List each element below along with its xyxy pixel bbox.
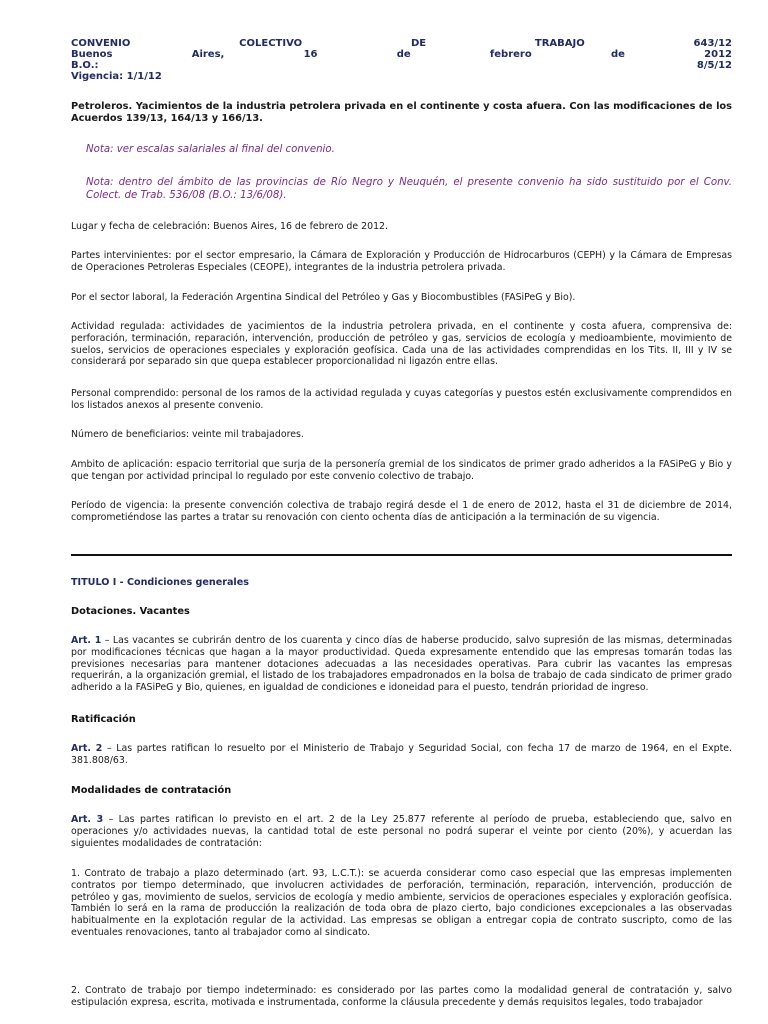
- article-text: – Las vacantes se cubrirán dentro de los cuarenta y cinco días de haberse producido, salvo supresión de las mismas, determinadas por modificaciones técnicas que hagan a la mayor productividad. Queda expresamente entendido que las empresas tomarán todas las previsiones necesarias para mantener dotaciones adecuadas a las necesidades operativas. Para cubrir las vacantes las empresas requerirán, a la organización gremial, el listado de los trabajadores empadronados en la bolsa de trabajo de cada sindicato de primer grado adherido a la FASiPeG y Bio, quienes, en igualdad de condiciones e idoneidad para el puesto, tendrán prioridad de ingreso.: [71, 635, 732, 694]
- list-item-plazo-determinado: 1. Contrato de trabajo a plazo determinado (art. 93, L.C.T.): se acuerda considerar como caso especial que las empresas implementen contratos por tiempo determinado, que involucren actividades de perforación, terminación, reparación, intervención, producción de petróleo y gas, movimiento de suelos, servicios de ecología y medio ambiente, servicios de operaciones especiales y exploración geofísica. También lo será en la rama de producción la realización de toda obra de plazo cierto, bajo condiciones excepcionales a las observadas habitualmente en la explotación regular de la actividad. Las empresas se obligan a entregar copia de contrato suscripto, como de las eventuales renovaciones, tanto al trabajador como al sindicato.: [71, 868, 732, 938]
- paragraph-personal: Personal comprendido: personal de los ramos de la actividad regulada y cuyas categorías y puestos estén exclusivamente comprendidos en los listados anexos al presente convenio.: [71, 388, 732, 411]
- header-word: de: [610, 49, 625, 60]
- section-heading-modalidades: Modalidades de contratación: [71, 785, 232, 796]
- document-title: Petroleros. Yacimientos de la industria petrolera privada en el continente y costa afuera. Con las modificaciones de los Acuerdos 139/13, 164/13 y 166/13.: [71, 101, 732, 124]
- article-2: [71, 743, 732, 767]
- header-word: febrero: [489, 49, 532, 60]
- header-word: TRABAJO: [534, 38, 585, 49]
- paragraph-lugar: Lugar y fecha de celebración: Buenos Aires, 16 de febrero de 2012.: [71, 221, 388, 232]
- header-vigencia: [71, 71, 732, 83]
- header-word: Buenos: [71, 49, 113, 60]
- vigencia-text: Vigencia: 1/1/12: [71, 71, 162, 82]
- article-label: Art. 2: [71, 743, 103, 754]
- header-word: 2012: [704, 49, 732, 60]
- paragraph-actividad: Actividad regulada: actividades de yacimientos de la industria petrolera privada, en el continente y costa afuera, comprensiva de: perforación, terminación, reparación, intervención, producción de petróleo y gas, servicios de ecología y medioambiente, movimiento de suelos, servicios de operaciones especiales y exploración geofísica. Cada una de las actividades comprendidas en los Tits. II, III y IV se considerará por separado sin que quepa establecer proporcionalidad ni ligazón entre ellas.: [71, 321, 732, 368]
- paragraph-laboral: Por el sector laboral, la Federación Argentina Sindical del Petróleo y Gas y Biocombustibles (FASiPeG y Bio).: [71, 292, 576, 303]
- list-item-tiempo-indeterminado: 2. Contrato de trabajo por tiempo indeterminado: es considerado por las partes como la modalidad general de contratación y, salvo estipulación expresa, escrita, motivada e instrumentada, conforme la cláusula precedente y demás requisitos legales, todo trabajador: [71, 985, 732, 1008]
- header-word: 643/12: [693, 38, 732, 49]
- paragraph-partes: Partes intervinientes: por el sector empresario, la Cámara de Exploración y Producción de Hidrocarburos (CEPH) y la Cámara de Empresas de Operaciones Petroleras Especiales (CEOPE), integrantes de la industria petrolera privada.: [71, 250, 732, 273]
- header-word: B.O.:: [71, 60, 99, 71]
- titulo-heading: TITULO I - Condiciones generales: [71, 577, 249, 588]
- header-word: de: [396, 49, 411, 60]
- article-1: [71, 635, 732, 694]
- header-word: 8/5/12: [696, 60, 732, 71]
- header-word: 16: [303, 49, 318, 60]
- paragraph-beneficiarios: Número de beneficiarios: veinte mil trabajadores.: [71, 429, 304, 440]
- section-divider: [71, 554, 732, 556]
- header-word: CONVENIO: [71, 38, 131, 49]
- header-word: Aires,: [191, 49, 225, 60]
- article-text: – Las partes ratifican lo previsto en el art. 2 de la Ley 25.877 referente al período de prueba, estableciendo que, salvo en operaciones y/o actividades nuevas, la cantidad total de este personal no podrá superar el veinte por ciento (20%), y acuerdan las siguientes modalidades de contratación:: [71, 814, 732, 849]
- article-3: [71, 814, 732, 849]
- article-label: Art. 3: [71, 814, 104, 825]
- paragraph-periodo: Período de vigencia: la presente convención colectiva de trabajo regirá desde el 1 de enero de 2012, hasta el 31 de diciembre de 2014, comprometiéndose las partes a tratar su renovación con ciento ochenta días de anticipación a la terminación de su vigencia.: [71, 500, 732, 523]
- paragraph-ambito: Ambito de aplicación: espacio territorial que surja de la personería gremial de los sindicatos de primer grado adheridos a la FASiPeG y Bio y que tengan por actividad principal lo regulado por este convenio colectivo de trabajo.: [71, 459, 732, 482]
- article-text: – Las partes ratifican lo resuelto por el Ministerio de Trabajo y Seguridad Social, con fecha 17 de marzo de 1964, en el Expte. 381.808/63.: [71, 743, 732, 766]
- header-word: COLECTIVO: [239, 38, 303, 49]
- section-heading-ratificacion: Ratificación: [71, 714, 136, 725]
- note-sustitucion: Nota: dentro del ámbito de las provincias de Río Negro y Neuquén, el presente convenio ha sido sustituido por el Conv. Colect. de Trab. 536/08 (B.O.: 13/6/08).: [86, 177, 732, 201]
- article-label: Art. 1: [71, 635, 102, 646]
- section-heading-dotaciones: Dotaciones. Vacantes: [71, 606, 190, 617]
- header-word: DE: [410, 38, 427, 49]
- note-escalas: Nota: ver escalas salariales al final del convenio.: [86, 144, 335, 155]
